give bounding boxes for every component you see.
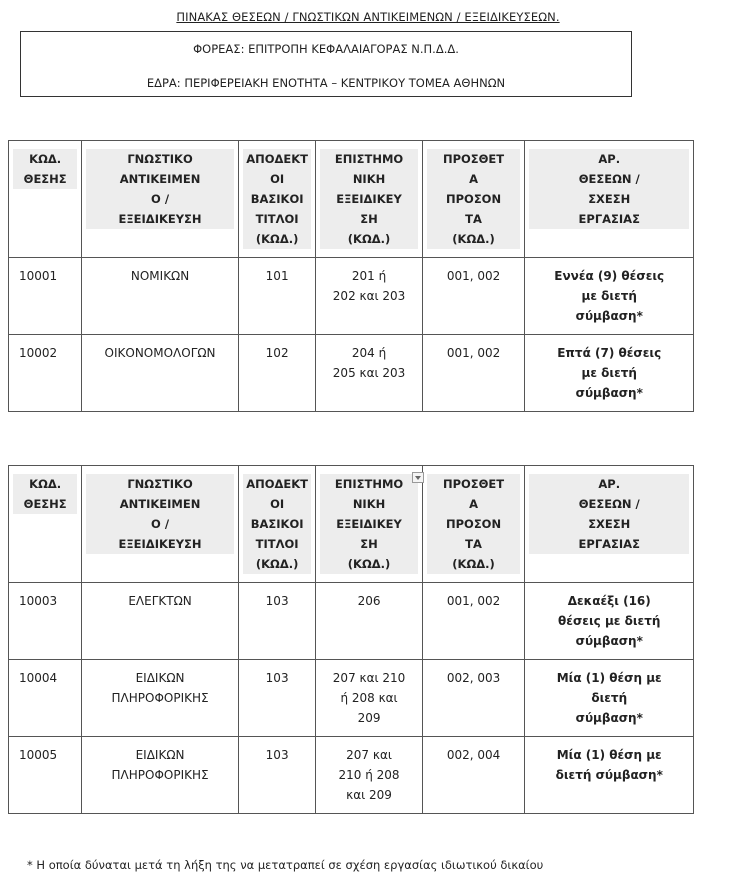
text-line: σύμβαση* (575, 386, 643, 400)
footnote: * Η οποία δύναται μετά τη λήξη της να μετατραπεί σε σχέση εργασίας ιδιωτικού δικαίου (27, 858, 544, 872)
text-line: 207 και (346, 748, 392, 762)
text-line: 210 ή 208 (338, 768, 400, 782)
seat-line: ΕΔΡΑ: ΠΕΡΙΦΕΡΕΙΑΚΗ ΕΝΟΤΗΤΑ – ΚΕΝΤΡΙΚΟΥ ΤΟΜΕΑ ΑΘΗΝΩΝ (146, 76, 506, 90)
header-label (243, 149, 312, 249)
text-line: ΟΙΚΟΝΟΜΟΛΟΓΩΝ (104, 346, 216, 360)
table-row (9, 258, 694, 335)
header-extra-qualifications (422, 466, 525, 583)
text-line: ΝΙΚΗ (352, 172, 386, 186)
header-position-code (9, 466, 82, 583)
header-label (529, 149, 689, 229)
text-line: ΤΑ (465, 537, 482, 551)
table-header-row (9, 141, 694, 258)
cell-positions-count (525, 660, 694, 737)
cell-subject (82, 660, 238, 737)
text-line: 205 και 203 (332, 366, 406, 380)
text-line: ΠΡΟΣΟΝ (445, 517, 502, 531)
text-line: με διετή (581, 366, 637, 380)
cell-specialty (316, 660, 422, 737)
text-line: ΠΛΗΡΟΦΟΡΙΚΗΣ (111, 768, 209, 782)
text-line: με διετή (581, 289, 637, 303)
text-line: σύμβαση* (575, 711, 643, 725)
cell-basic-titles: 103 (238, 660, 316, 737)
agency-line: ΦΟΡΕΑΣ: ΕΠΙΤΡΟΠΗ ΚΕΦΑΛΑΙΑΓΟΡΑΣ Ν.Π.Δ.Δ. (193, 42, 459, 56)
text-line: ΣΧΕΣΗ (588, 192, 631, 206)
text-line: ΓΝΩΣΤΙΚΟ (127, 152, 193, 166)
text-line: ΘΕΣΗΣ (23, 172, 67, 186)
header-specialty (316, 141, 422, 258)
text-line: Μία (1) θέση με (556, 671, 662, 685)
cell-extra-qualifications: 002, 003 (422, 660, 525, 737)
cell-subject (82, 258, 238, 335)
text-line: ΕΡΓΑΣΙΑΣ (578, 537, 640, 551)
cell-positions-count (525, 335, 694, 412)
document-title: ΠΙΝΑΚΑΣ ΘΕΣΕΩΝ / ΓΝΩΣΤΙΚΩΝ ΑΝΤΙΚΕΙΜΕΝΩΝ / ΕΞΕΙΔΙΚΕΥΣΕΩΝ. (176, 10, 560, 24)
text-line: ΣΧΕΣΗ (588, 517, 631, 531)
cell-basic-titles: 103 (238, 737, 316, 814)
text-line: (ΚΩΔ.) (347, 232, 391, 246)
table-row (9, 335, 694, 412)
text-line: θέσεις με διετή (558, 614, 661, 628)
cell-basic-titles: 101 (238, 258, 316, 335)
cell-positions-count (525, 258, 694, 335)
text-line: ΕΞΕΙΔΙΚΕΥΣΗ (118, 537, 202, 551)
text-line: ΑΠΟΔΕΚΤ (246, 477, 309, 491)
text-line: 201 ή (351, 269, 387, 283)
text-line: ΕΞΕΙΔΙΚΕΥ (336, 192, 402, 206)
text-line: ΕΠΙΣΤΗΜΟ (334, 477, 404, 491)
text-line: ΕΙΔΙΚΩΝ (135, 748, 185, 762)
text-line: ΣΗ (360, 212, 378, 226)
text-line: διετή (591, 691, 628, 705)
cell-position-code: 10005 (9, 737, 82, 814)
positions-table-2 (8, 465, 694, 814)
text-line: σύμβαση* (575, 634, 643, 648)
text-line: ΤΙΤΛΟΙ (255, 537, 299, 551)
text-line: ΑΝΤΙΚΕΙΜΕΝ (119, 172, 201, 186)
text-line: ΕΛΕΓΚΤΩΝ (128, 594, 192, 608)
cell-specialty (316, 737, 422, 814)
header-label (13, 149, 77, 189)
text-line: 209 (357, 711, 381, 725)
positions-table-1 (8, 140, 694, 412)
text-line: (ΚΩΔ.) (347, 557, 391, 571)
header-label (86, 149, 233, 229)
header-label (320, 474, 417, 574)
header-basic-titles (238, 141, 316, 258)
text-line: Ο / (151, 192, 170, 206)
table-header-row (9, 466, 694, 583)
agency-header-box (20, 31, 632, 97)
text-line: Δεκαέξι (16) (567, 594, 651, 608)
text-line: ΑΠΟΔΕΚΤ (246, 152, 309, 166)
cell-extra-qualifications: 001, 002 (422, 583, 525, 660)
header-label (427, 149, 521, 249)
text-line: (ΚΩΔ.) (255, 557, 299, 571)
text-line: 206 (357, 594, 381, 608)
text-line: ΠΡΟΣΘΕΤ (442, 477, 505, 491)
text-line: Επτά (7) θέσεις (557, 346, 662, 360)
text-line: Α (469, 497, 478, 511)
text-line: ΚΩΔ. (29, 152, 62, 166)
text-line: ΓΝΩΣΤΙΚΟ (127, 477, 193, 491)
text-line: ΒΑΣΙΚΟΙ (250, 517, 304, 531)
cell-subject (82, 583, 238, 660)
cell-position-code: 10001 (9, 258, 82, 335)
text-line: ΤΑ (465, 212, 482, 226)
text-line: (ΚΩΔ.) (452, 557, 495, 571)
text-line: Α (469, 172, 478, 186)
cell-position-code: 10004 (9, 660, 82, 737)
header-label (243, 474, 312, 574)
text-line: ΝΟΜΙΚΩΝ (130, 269, 190, 283)
header-positions-count (525, 466, 694, 583)
text-line: ΝΙΚΗ (352, 497, 386, 511)
header-subject (82, 466, 238, 583)
text-line: ΘΕΣΗΣ (23, 497, 67, 511)
text-line: διετή σύμβαση* (555, 768, 663, 782)
header-label (86, 474, 233, 554)
header-position-code (9, 141, 82, 258)
header-label (13, 474, 77, 514)
header-subject (82, 141, 238, 258)
dropdown-arrow-icon[interactable] (412, 472, 424, 483)
text-line: ΕΞΕΙΔΙΚΕΥΣΗ (118, 212, 202, 226)
cell-position-code: 10003 (9, 583, 82, 660)
text-line: ΕΙΔΙΚΩΝ (135, 671, 185, 685)
cell-specialty (316, 335, 422, 412)
cell-extra-qualifications: 001, 002 (422, 335, 525, 412)
text-line: (ΚΩΔ.) (255, 232, 299, 246)
text-line: ΕΠΙΣΤΗΜΟ (334, 152, 404, 166)
header-basic-titles (238, 466, 316, 583)
cell-basic-titles: 103 (238, 583, 316, 660)
text-line: ΘΕΣΕΩΝ / (578, 172, 640, 186)
cell-positions-count (525, 583, 694, 660)
text-line: σύμβαση* (575, 309, 643, 323)
text-line: ΑΡ. (598, 477, 621, 491)
text-line: ΑΡ. (598, 152, 621, 166)
text-line: ΑΝΤΙΚΕΙΜΕΝ (119, 497, 201, 511)
header-label (529, 474, 689, 554)
text-line: ΠΡΟΣΟΝ (445, 192, 502, 206)
text-line: ΠΡΟΣΘΕΤ (442, 152, 505, 166)
cell-positions-count (525, 737, 694, 814)
text-line: Εννέα (9) θέσεις (554, 269, 665, 283)
table-row (9, 660, 694, 737)
text-line: ΠΛΗΡΟΦΟΡΙΚΗΣ (111, 691, 209, 705)
text-line: ΘΕΣΕΩΝ / (578, 497, 640, 511)
header-extra-qualifications (422, 141, 525, 258)
text-line: ΕΞΕΙΔΙΚΕΥ (336, 517, 402, 531)
cell-subject (82, 335, 238, 412)
header-specialty (316, 466, 422, 583)
text-line: και 209 (346, 788, 392, 802)
cell-specialty (316, 258, 422, 335)
cell-extra-qualifications: 002, 004 (422, 737, 525, 814)
text-line: Μία (1) θέση με (556, 748, 662, 762)
text-line: (ΚΩΔ.) (452, 232, 495, 246)
cell-subject (82, 737, 238, 814)
text-line: ΚΩΔ. (29, 477, 62, 491)
header-label (320, 149, 417, 249)
header-label (427, 474, 521, 574)
text-line: ή 208 και (340, 691, 398, 705)
table-row (9, 583, 694, 660)
text-line: ΟΙ (270, 172, 285, 186)
text-line: 204 ή (351, 346, 387, 360)
text-line: ΒΑΣΙΚΟΙ (250, 192, 304, 206)
text-line: ΕΡΓΑΣΙΑΣ (578, 212, 640, 226)
table-row (9, 737, 694, 814)
text-line: Ο / (151, 517, 170, 531)
text-line: 207 και 210 (332, 671, 406, 685)
header-positions-count (525, 141, 694, 258)
cell-basic-titles: 102 (238, 335, 316, 412)
cell-extra-qualifications: 001, 002 (422, 258, 525, 335)
text-line: ΤΙΤΛΟΙ (255, 212, 299, 226)
cell-position-code: 10002 (9, 335, 82, 412)
cell-specialty (316, 583, 422, 660)
text-line: 202 και 203 (332, 289, 406, 303)
text-line: ΟΙ (270, 497, 285, 511)
text-line: ΣΗ (360, 537, 378, 551)
